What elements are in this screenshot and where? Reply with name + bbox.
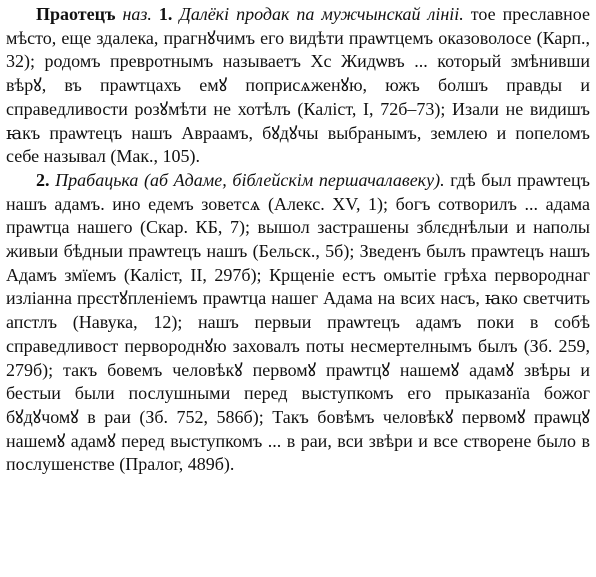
sense-number: 2.: [36, 169, 50, 190]
sense-citations: тое преславное мѣсто, еще здалека, прагнꙋчимъ его видѣти праѡтцемъ оказоволосе (Карп., 32); родомъ превротнымъ называетъ Хс Жидѡвъ ... который змѣнивши вѣрꙋ, въ праѡтцахъ емꙋ поприсѧженꙋю, южъ болшъ правды и справедливости розꙋмѣти не хотѣлъ (Каліст, I, 72б–73); Изали не видишъ ꙗкъ праѡтецъ нашъ Авраамъ, бꙋдꙋчы выбранымъ, землею и попеломъ себе называл (Мак., 105).: [6, 4, 590, 167]
sense-gloss: Прабацька (аб Адаме, біблейскім першачалавеку).: [55, 169, 445, 190]
part-of-speech: наз.: [122, 4, 152, 24]
headword: Праотецъ: [36, 4, 116, 24]
dictionary-entry: [6, 3, 590, 169]
sense-number: 1.: [158, 4, 173, 24]
dictionary-sense: [6, 169, 590, 477]
sense-citations: гдѣ был праѡтецъ нашъ адамъ. ино едемъ зоветсѧ (Алекс. XV, 1); богъ сотворилъ ... адама праѡтца нашего (Скар. КБ, 7); вышол застрашены зблєднѣлыи и наполы живыи бѣдныи праѡтецъ нашъ (Бельск., 5б); Зведенъ былъ праѡтецъ нашъ Адамъ змїемъ (Каліст, II, 297б); Крщеніе естъ омытіе грѣха первороднаг изліанна прєстꙋпленіемъ праѡтца нашег Адама на всих насъ, ꙗко светчить апстлъ (Навука, 12); нашъ первыи праѡтецъ адамъ поки в собѣ справедливост первороднꙋю заховалъ поты несмертелнымъ былъ (Зб. 259, 279б); такъ бовемъ человѣкꙋ первомꙋ праѡтцꙋ нашемꙋ адамꙋ звѣры и бестыи были послушными перед выступкомъ его прыказанїа божог бꙋдꙋчомꙋ в раи (Зб. 752, 586б); Такъ бовѣмъ человѣкꙋ первомꙋ праѡцꙋ нашемꙋ адамꙋ перед выступкомъ ... в раи, вси звѣри и все створене было в послушенстве (Пралог, 489б).: [6, 169, 590, 475]
sense-gloss: Далёкі продак па мужчынскай лініі.: [179, 4, 464, 24]
